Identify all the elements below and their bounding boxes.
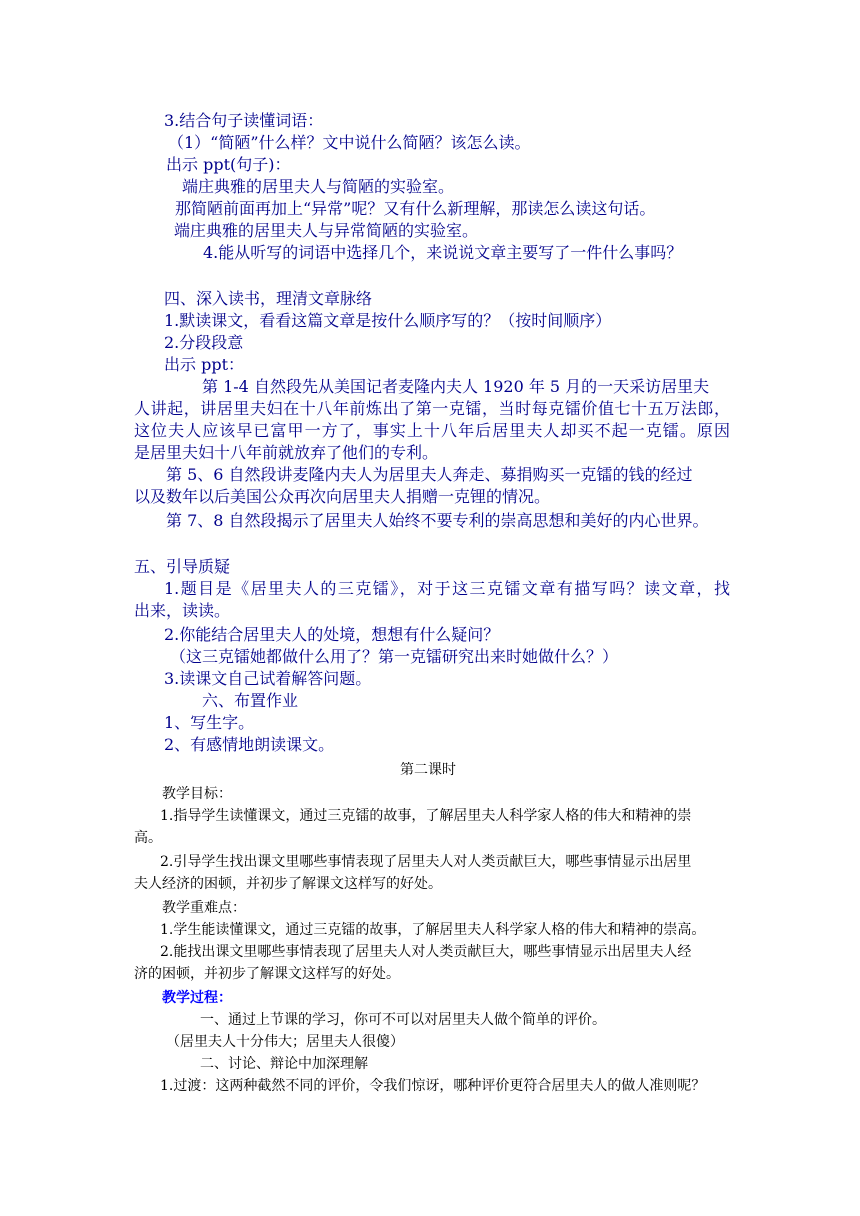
text-line: 2、有感情地朗读课文。 [164, 735, 335, 754]
text-line: 2.能找出课文里哪些事情表现了居里夫人对人类贡献巨大，哪些事情显示出居里夫人经 [160, 944, 692, 960]
text-line: 高。 [134, 830, 162, 846]
text-line: 3.结合句子读懂词语： [164, 111, 324, 130]
text-line: 第 1-4 自然段先从美国记者麦隆内夫人 1920 年 5 月的一天采访居里夫 [202, 377, 710, 396]
text-line: （这三克镭她都做什么用了？第一克镭研究出来时她做什么？） [170, 647, 619, 666]
text-line: 端庄典雅的居里夫人与异常简陋的实验室。 [174, 221, 479, 240]
text-line: （居里夫人十分伟大；居里夫人很傻） [166, 1034, 404, 1050]
text-line: 出示 ppt(句子)： [166, 155, 291, 174]
text-line: 第 7、8 自然段揭示了居里夫人始终不要专利的崇高思想和美好的内心世界。 [166, 511, 709, 530]
text-line: 这位夫人应该早已富甲一方了，事实上十八年后居里夫人却买不起一克镭。原因 [134, 421, 730, 440]
goals-label: 教学目标： [162, 786, 232, 802]
text-line: 4.能从听写的词语中选择几个，来说说文章主要写了一件什么事吗？ [203, 243, 683, 262]
text-line: 一、通过上节课的学习，你可不可以对居里夫人做个简单的评价。 [200, 1012, 606, 1028]
text-line: 1.指导学生读懂课文，通过三克镭的故事，了解居里夫人科学家人格的伟大和精神的崇 [160, 808, 692, 824]
text-line: 济的困顿，并初步了解课文这样写的好处。 [134, 966, 400, 982]
text-line: 3.读课文自己试着解答问题。 [164, 669, 372, 688]
text-line: 出示 ppt： [164, 355, 245, 374]
text-line: 出来，读读。 [134, 601, 231, 620]
text-line: 端庄典雅的居里夫人与简陋的实验室。 [182, 177, 455, 196]
text-line: 夫人经济的困顿，并初步了解课文这样写的好处。 [134, 876, 442, 892]
process-label: 教学过程： [162, 990, 232, 1006]
text-line: 二、讨论、辩论中加深理解 [200, 1056, 368, 1072]
text-line: 2.你能结合居里夫人的处境，想想有什么疑问？ [164, 625, 500, 644]
text-line: 那简陋前面再加上“异常”呢？又有什么新理解，那读怎么读这句话。 [175, 199, 656, 218]
text-line: 人讲起，讲居里夫妇在十八年前炼出了第一克镭，当时每克镭价值七十五万法郎， [134, 399, 730, 418]
text-line: （1）“简陋”什么样？文中说什么简陋？该怎么读。 [168, 133, 531, 152]
key-points-label: 教学重难点： [162, 900, 246, 916]
text-line: 1.默读课文，看看这篇文章是按什么顺序写的？（按时间顺序） [164, 311, 612, 330]
text-line: 1.过渡：这两种截然不同的评价，令我们惊讶，哪种评价更符合居里夫人的做人准则呢？ [160, 1078, 706, 1094]
text-line: 是居里夫妇十八年前就放弃了他们的专利。 [134, 443, 439, 462]
section-heading: 五、引导质疑 [134, 557, 231, 576]
text-line: 2.分段段意 [164, 333, 244, 352]
section-heading: 四、深入读书，理清文章脉络 [164, 289, 373, 308]
lesson-title: 第二课时 [400, 762, 456, 778]
text-line: 2.引导学生找出课文里哪些事情表现了居里夫人对人类贡献巨大，哪些事情显示出居里 [160, 854, 692, 870]
text-line: 1、写生字。 [164, 713, 255, 732]
text-line: 第 5、6 自然段讲麦隆内夫人为居里夫人奔走、募捐购买一克镭的钱的经过 [166, 465, 693, 484]
text-line: 1.学生能读懂课文，通过三克镭的故事，了解居里夫人科学家人格的伟大和精神的崇高。 [160, 922, 706, 938]
text-line: 1.题目是《居里夫人的三克镭》，对于这三克镭文章有描写吗？读文章，找 [164, 579, 730, 598]
text-line: 以及数年以后美国公众再次向居里夫人捐赠一克锂的情况。 [134, 487, 551, 506]
section-heading: 六、布置作业 [202, 691, 299, 710]
